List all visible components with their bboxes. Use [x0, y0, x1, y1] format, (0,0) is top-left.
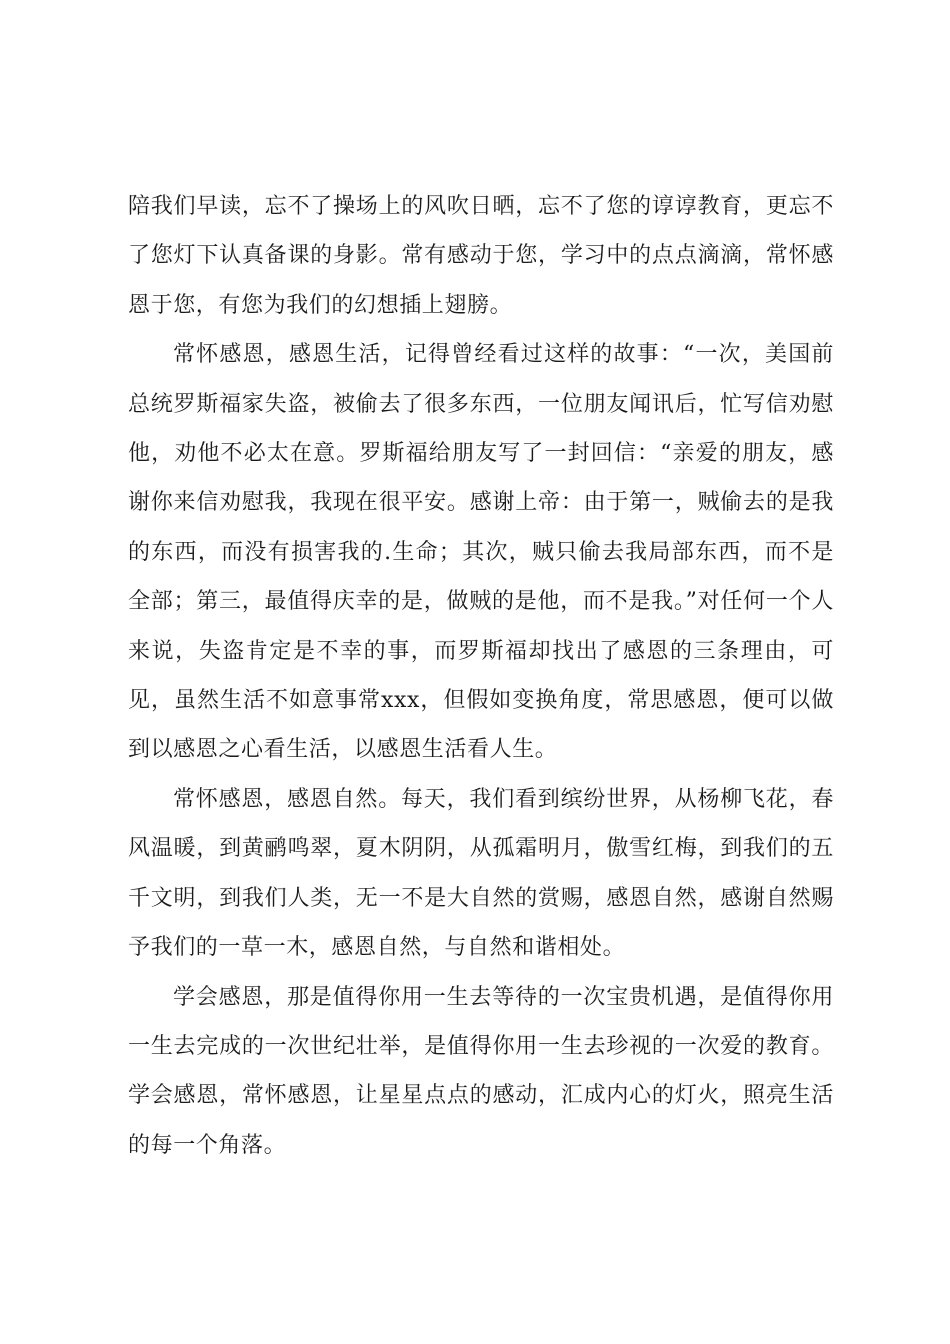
paragraph-learn-gratitude: 学会感恩，那是值得你用一生去等待的一次宝贵机遇，是值得你用一生去完成的一次世纪壮举，是值得你用一生去珍视的一次爱的教育。学会感恩，常怀感恩，让星星点点的感动，汇成内心的灯火，照亮生活的每一个角落。 — [128, 984, 834, 1158]
document-body — [128, 182, 834, 1170]
paragraph-gratitude-nature: 常怀感恩，感恩自然。每天，我们看到缤纷世界，从杨柳飞花，春风温暖，到黄鹂鸣翠，夏木阴阴，从孤霜明月，傲雪红梅，到我们的五千文明，到我们人类，无一不是大自然的赏赐，感恩自然，感谢自然赐予我们的一草一木，感恩自然，与自然和谐相处。 — [128, 786, 834, 961]
paragraph-gratitude-life: 常怀感恩，感恩生活，记得曾经看过这样的故事：“一次，美国前总统罗斯福家失盗，被偷去了很多东西，一位朋友闻讯后，忙写信劝慰他，劝他不必太在意。罗斯福给朋友写了一封回信：“亲爱的朋友，感谢你来信劝慰我，我现在很平安。感谢上帝：由于第一，贼偷去的是我的东西，而没有损害我的.生命；其次，贼只偷去我局部东西，而不是全部；第三，最值得庆幸的是，做贼的是他，而不是我。”对任何一个人来说，失盗肯定是不幸的事，而罗斯福却找出了感恩的三条理由，可见，虽然生活不如意事常xxx，但假如变换角度，常思感恩，便可以做到以感恩之心看生活，以感恩生活看人生。 — [128, 342, 834, 763]
paragraph-continuation: 陪我们早读，忘不了操场上的风吹日晒，忘不了您的谆谆教育，更忘不了您灯下认真备课的身影。常有感动于您，学习中的点点滴滴，常怀感恩于您，有您为我们的幻想插上翅膀。 — [128, 194, 834, 318]
